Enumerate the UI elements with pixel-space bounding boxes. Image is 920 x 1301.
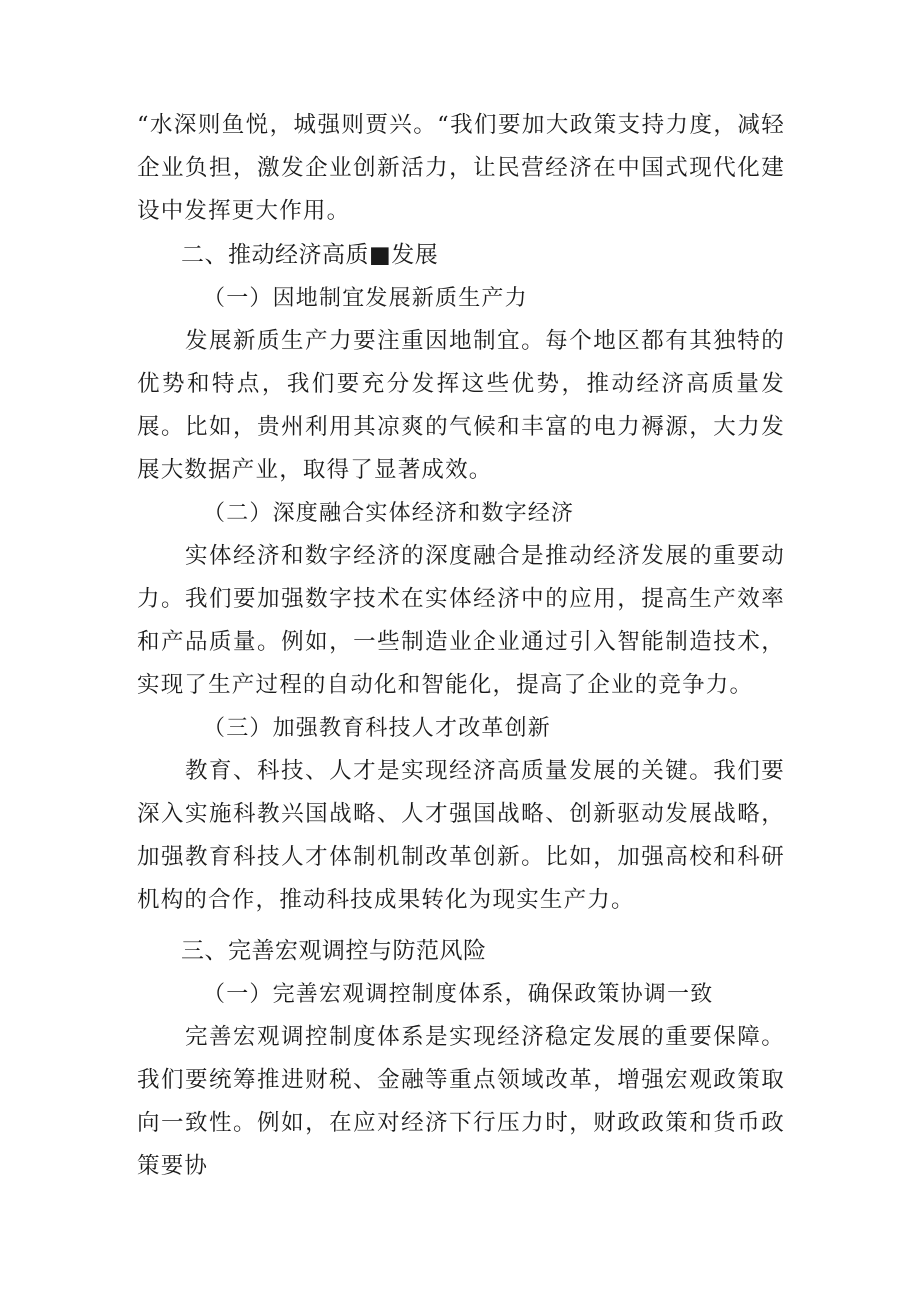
subheading-3-1: （一）完善宏观调控制度体系，确保政策协调一致 — [203, 982, 714, 1007]
paragraph-new-productivity: 发展新质生产力要注重因地制宜。每个地区都有其独特的优势和特点，我们要充分发挥这些优势，推动经济高质量发展。比如，贵州利用其凉爽的气候和丰富的电力褥源，大力发展大数据产业，取得了显著成效。 — [137, 328, 785, 483]
paragraph-macro-control: 完善宏观调控制度体系是实现经济稳定发展的重要保障。我们要统筹推进财税、金融等重点领域改革，增强宏观政策取向一致性。例如，在应对经济下行压力时，财政政策和货币政策要协 — [137, 1024, 785, 1179]
subheading-2-2: （二）深度融合实体经济和数字经济 — [203, 501, 575, 526]
document-page — [137, 104, 785, 1188]
subheading-2-3: （三）加强教育科技人才改革创新 — [203, 716, 552, 741]
paragraph-education-talent: 教育、科技、人才是实现经济高质量发展的关键。我们要深入实施科教兴国战略、人才强国战略、创新驱动发展战略，加强教育科技人才体制机制改革创新。比如，加强高校和科研机构的合作，推动科技成果转化为现实生产力。 — [137, 758, 785, 913]
paragraph-digital-economy: 实体经济和数字经济的深度融合是推动经济发展的重要动力。我们要加强数字技术在实体经济中的应用，提高生产效率和产品质量。例如，一些制造业企业通过引入智能制造技术，实现了生产过程的自动化和智能化，提高了企业的竞争力。 — [137, 543, 785, 698]
paragraph-private-economy: “水深则鱼悦，城强则贾兴。“我们要加大政策支持力度，减轻企业负担，激发企业创新活力，让民营经济在中国式现代化建设中发挥更大作用。 — [137, 112, 785, 224]
subheading-2-1: （一）因地制宜发展新质生产力 — [203, 286, 528, 311]
heading-section-two: 二、推动经济高质■发展 — [181, 242, 439, 268]
heading-section-three: 三、完善宏观调控与防范风险 — [181, 938, 487, 964]
